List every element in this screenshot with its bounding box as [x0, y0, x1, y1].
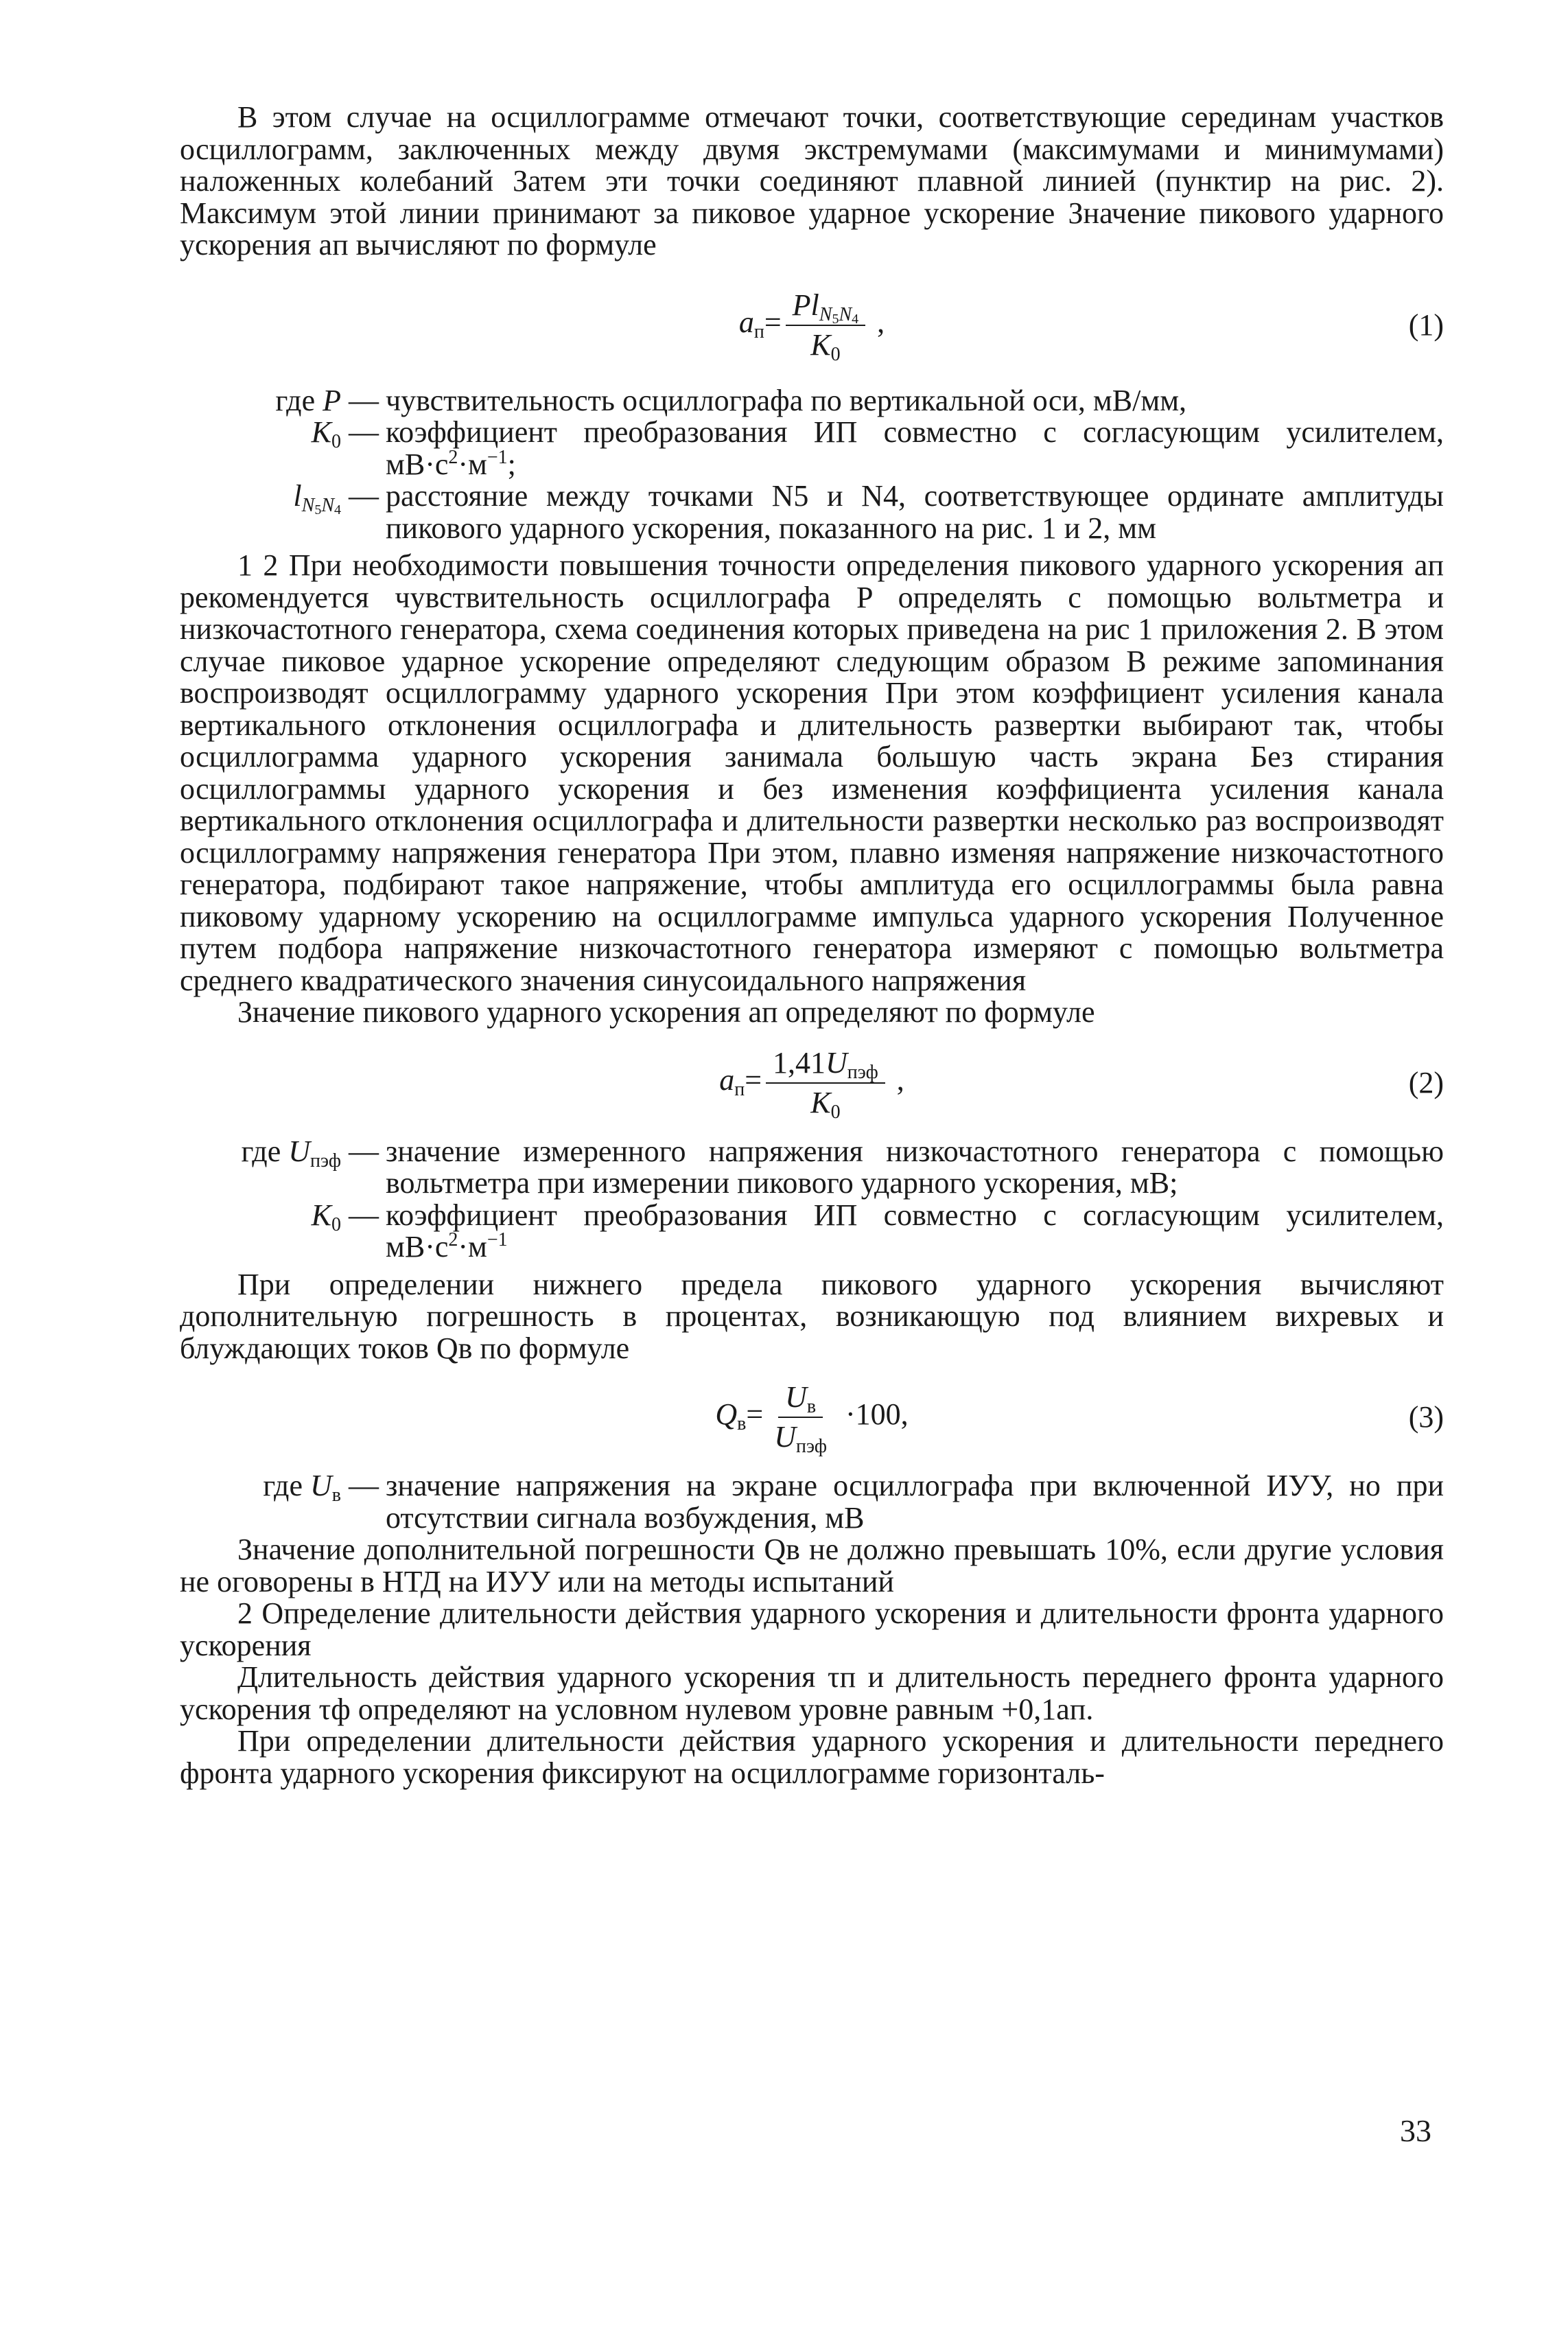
def-term-k0-2: $K_0$ — [311, 1198, 379, 1235]
def-desc-k0-2: коэффициент преобразования ИП совместно с согласующим усилителем, $мВ\cdot с^2\cdot м^{-1}$ [386, 1198, 1444, 1264]
formula-1-denominator: $K_0$ [810, 327, 841, 365]
paragraph-error-limit: Значение дополнительной погрешности Qв не должно превышать 10%, если другие условия не оговорены в НТД на ИУУ или на методы испытаний [180, 1533, 1444, 1598]
def-desc-upef: значение измеренного напряжения низкочастотного генератора с помощью вольтметра при измерении пикового ударного ускорения, мВ; [386, 1134, 1444, 1200]
formula-3 [180, 1380, 1444, 1457]
formula-1-numerator: $Pl_{N_5N_4}$ [786, 289, 865, 326]
def-term-upef: где $U_{пэф}$ — [241, 1134, 379, 1172]
formula-1-fraction [786, 288, 865, 365]
def-term-p: где P — [275, 383, 379, 417]
def-desc-p: чувствительность осциллографа по вертикальной оси, мВ/мм, [386, 383, 1187, 417]
formula-3-number: (3) [1408, 1399, 1444, 1434]
paragraph-duration-fix: При определении длительности действия ударного ускорения и длительности переднего фронта ударного ускорения фиксируют на осциллограмме горизонталь- [180, 1724, 1444, 1790]
formula-2-denominator: $K_0$ [810, 1085, 841, 1123]
formula-2-numerator: $1,41U_{пэф}$ [766, 1047, 885, 1084]
def-desc-uv: значение напряжения на экране осциллографа при включенной ИУУ, но при отсутствии сигнала возбуждения, мВ [386, 1469, 1444, 1535]
formula-3-fraction [767, 1380, 834, 1457]
page-number: 33 [1400, 2113, 1431, 2148]
formula-3-body: $Q_в=$ $\frac{U_в}{U_{пэф}}$ ·100, [715, 1380, 909, 1457]
paragraph-formula-2-intro: Значение пикового ударного ускорения aп определяют по формуле [237, 995, 1095, 1029]
def-term-k0: $K_0$ — [311, 415, 379, 452]
formula-1 [180, 288, 1444, 365]
paragraph-duration: Длительность действия ударного ускорения τп и длительность переднего фронта ударного ускорения τф определяют на условном нулевом уровне равным +0,1aп. [180, 1660, 1444, 1726]
def-desc-k0: коэффициент преобразования ИП совместно с согласующим усилителем, $мВ\cdot с^2\cdot м^{-1}$; [386, 415, 1444, 481]
formula-1-body: $a_п=$ $\frac{Pl_{N_5N_4}}{K_0}$ , [738, 288, 885, 365]
paragraph-1-2: 1 2 При необходимости повышения точности определения пикового ударного ускорения aп рекомендуется чувствительность осциллографа P определять с помощью вольтметра и низкочастотного генератора, схема соединения которых приведена на рис 1 приложения 2. В этом случае пиковое ударное ускорение определяют следующим образом В режиме запоминания воспроизводят осциллограмму ударного ускорения При этом коэффициент усиления канала вертикального отклонения осциллографа и длительность развертки выбирают так, чтобы осциллограмма ударного ускорения занимала большую часть экрана Без стирания осциллограммы ударного ускорения и без изменения коэффициента усиления канала вертикального отклонения осциллографа и длительности развертки несколько раз воспроизводят осциллограмму напряжения генератора При этом, плавно изменяя напряжение низкочастотного генератора, подбирают такое напряжение, чтобы амплитуда его осциллограммы была равна пиковому ударному ускорению на осциллограмме импульса ударного ускорения Полученное путем подбора напряжение низкочастотного генератора измеряют с помощью вольтметра среднего квадратического значения синусоидального напряжения [180, 548, 1444, 997]
def-desc-l: расстояние между точками N5 и N4, соответствующее ординате амплитуды пикового ударного ускорения, показанного на рис. 1 и 2, мм [386, 479, 1444, 545]
paragraph-lower-limit: При определении нижнего предела пикового ударного ускорения вычисляют дополнительную погрешность в процентах, возникающую под влиянием вихревых и блуждающих токов Qв по формуле [180, 1267, 1444, 1365]
formula-2-fraction [766, 1045, 885, 1123]
paragraph-intro: В этом случае на осциллограмме отмечают точки, соответствующие серединам участков осциллограмм, заключенных между двумя экстремумами (максимумами и минимумами) наложенных колебаний Затем эти точки соединяют плавной линией (пунктир на рис. 2). Максимум этой линии принимают за пиковое ударное ускорение Значение пикового ударного ускорения aп вычисляют по формуле [180, 100, 1444, 261]
definitions-2 [180, 1136, 1444, 1264]
formula-2-body: $a_п=$ $\frac{1,41U_{пэф}}{K_0}$ , [719, 1045, 904, 1123]
formula-2-number: (2) [1408, 1065, 1444, 1099]
formula-3-numerator: $U_в$ [778, 1381, 823, 1418]
formula-2 [180, 1045, 1444, 1123]
section-2-heading: 2 Определение длительности действия ударного ускорения и длительности фронта ударного ускорения [180, 1596, 1444, 1662]
def-term-l: $l_{N_5N_4}$ — [293, 479, 379, 517]
def-term-uv: где $U_в$ — [263, 1469, 379, 1506]
definitions-3 [180, 1470, 1444, 1534]
document-page [180, 102, 1444, 1789]
formula-3-denominator: $U_{пэф}$ [774, 1420, 827, 1457]
definitions-1 [180, 385, 1444, 545]
formula-1-number: (1) [1408, 307, 1444, 342]
